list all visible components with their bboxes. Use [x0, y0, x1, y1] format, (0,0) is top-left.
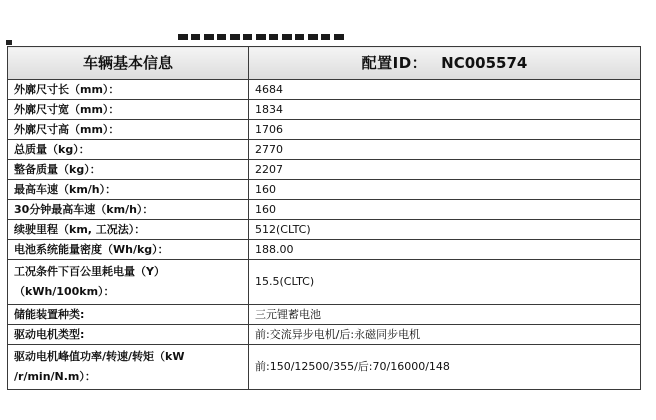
row-label: 整备质量（kg）：	[8, 160, 249, 180]
row-label: 电池系统能量密度（Wh/kg）：	[8, 240, 249, 260]
row-value: 160	[249, 180, 641, 200]
row-value: 2770	[249, 140, 641, 160]
row-value: 15.5(CLTC)	[249, 260, 641, 305]
row-value: 160	[249, 200, 641, 220]
basic-info-header: 车辆基本信息	[8, 47, 249, 80]
row-value: 512(CLTC)	[249, 220, 641, 240]
row-value: 三元锂蓄电池	[249, 305, 641, 325]
table-row	[8, 325, 641, 345]
table-row	[8, 100, 641, 120]
row-value: 4684	[249, 80, 641, 100]
row-label: 外廓尺寸宽（mm）：	[8, 100, 249, 120]
table-row	[8, 80, 641, 100]
table-row	[8, 140, 641, 160]
table-row	[8, 200, 641, 220]
row-label: 外廓尺寸长（mm）：	[8, 80, 249, 100]
table-row	[8, 180, 641, 200]
row-label-line1: 驱动电机峰值功率/转速/转矩（kW	[14, 350, 185, 363]
config-id-label: 配置ID：	[361, 54, 428, 72]
row-value: 188.00	[249, 240, 641, 260]
table-row	[8, 160, 641, 180]
row-label-line2: /r/min/N.m）：	[14, 370, 96, 383]
row-label-line1: 工况条件下百公里耗电量（Y）	[14, 265, 165, 278]
table-row	[8, 345, 641, 390]
row-label: 30分钟最高车速（km/h）：	[8, 200, 249, 220]
row-label-line2: （kWh/100km）：	[14, 285, 115, 298]
row-value: 前:150/12500/355/后:70/16000/148	[249, 345, 641, 390]
cropped-glyph	[6, 40, 12, 45]
row-label: 驱动电机类型:	[8, 325, 249, 345]
row-value: 2207	[249, 160, 641, 180]
row-label: 续驶里程（km, 工况法）：	[8, 220, 249, 240]
table-row	[8, 220, 641, 240]
table-row	[8, 260, 641, 305]
row-value: 1706	[249, 120, 641, 140]
row-label: 外廓尺寸高（mm）：	[8, 120, 249, 140]
row-label: 总质量（kg）：	[8, 140, 249, 160]
table-row	[8, 305, 641, 325]
vehicle-spec-table	[7, 46, 641, 390]
config-id-value: NC005574	[441, 54, 528, 72]
row-label	[8, 260, 249, 305]
table-row	[8, 240, 641, 260]
row-label: 最高车速（km/h）：	[8, 180, 249, 200]
cropped-title-text	[178, 34, 346, 40]
row-label: 储能装置种类:	[8, 305, 249, 325]
row-label	[8, 345, 249, 390]
table-header-row	[8, 47, 641, 80]
row-value: 1834	[249, 100, 641, 120]
config-id-header	[249, 47, 641, 80]
table-row	[8, 120, 641, 140]
row-value: 前:交流异步电机/后:永磁同步电机	[249, 325, 641, 345]
